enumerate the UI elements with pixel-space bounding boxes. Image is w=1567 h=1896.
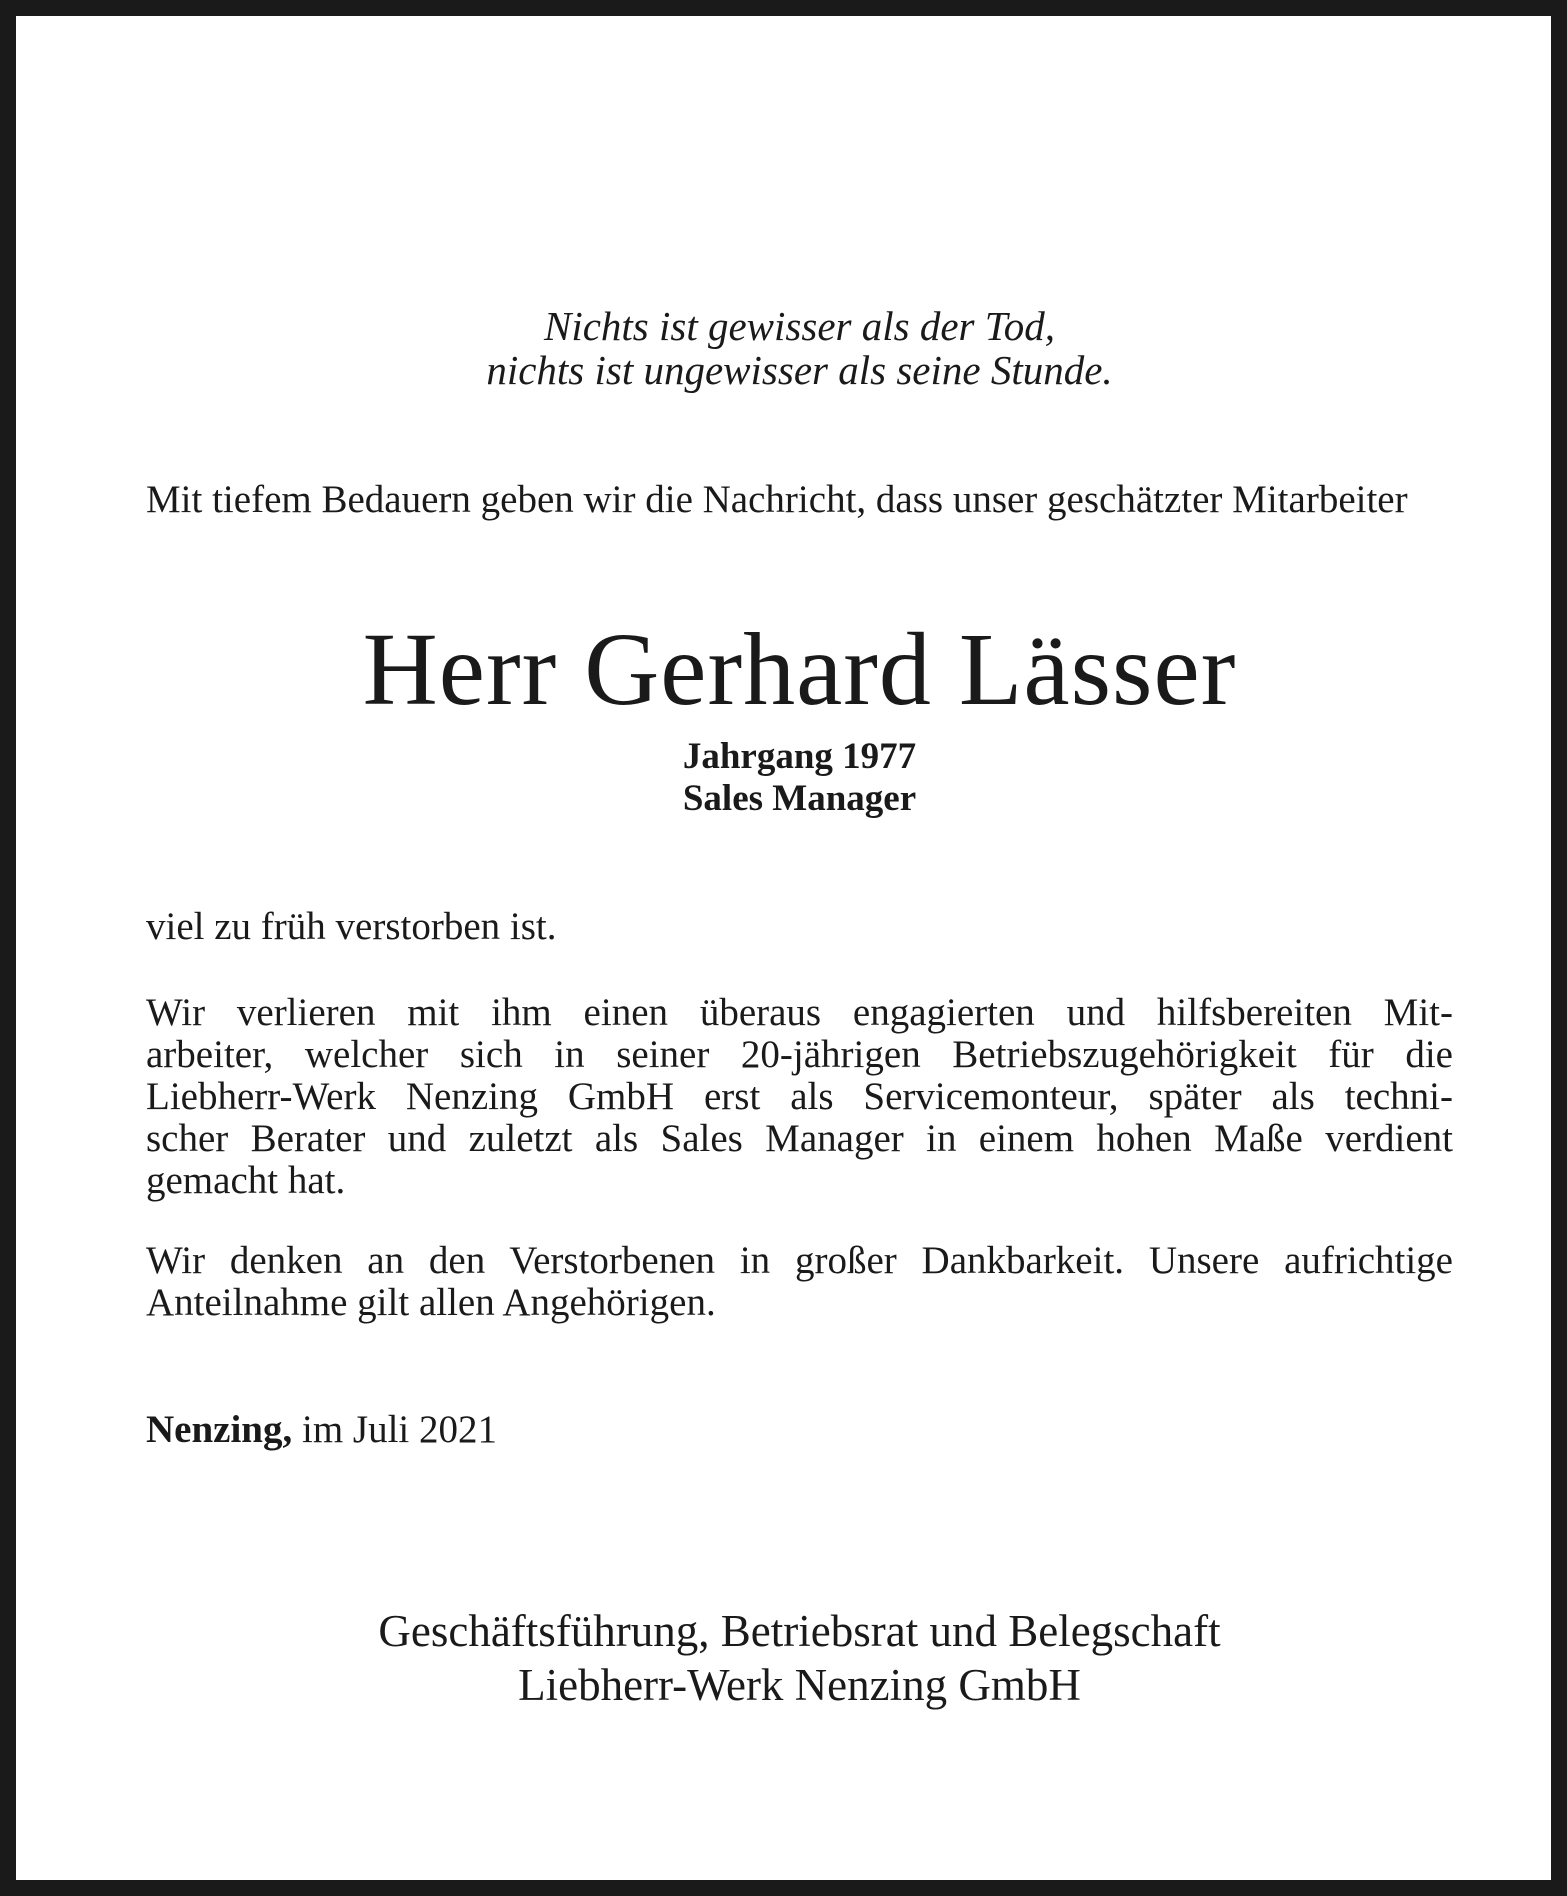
paragraph-3-line: Anteilnahme gilt allen Angehörigen.: [146, 1281, 716, 1324]
position: Sales Manager: [682, 778, 917, 819]
paragraph-2-line: scher Berater und zuletzt als Sales Manager in einem hohen Maße verdient: [146, 1117, 1453, 1160]
birth-year: Jahrgang 1977: [682, 736, 917, 777]
paragraph-1: viel zu früh verstorben ist.: [146, 905, 557, 948]
quote-line-1: Nichts ist gewisser als der Tod,: [543, 303, 1056, 349]
date: im Juli 2021: [292, 1408, 498, 1451]
intro-text: Mit tiefem Bedauern geben wir die Nachricht, dass unser geschätzter Mitarbeiter: [146, 478, 1408, 521]
paragraph-2: [146, 992, 1453, 1202]
quote-line-2: nichts ist ungewisser als seine Stunde.: [486, 347, 1113, 393]
signature-line-2: Liebherr-Werk Nenzing GmbH: [518, 1660, 1081, 1710]
paragraph-2-line: gemacht hat.: [146, 1159, 346, 1202]
signature-line-1: Geschäftsführung, Betriebsrat und Belegschaft: [378, 1606, 1221, 1656]
paragraph-2-line: arbeiter, welcher sich in seiner 20-jährigen Betriebszugehörigkeit für die: [146, 1033, 1453, 1076]
paragraph-3-line: Wir denken an den Verstorbenen in großer Dankbarkeit. Unsere aufrichtige: [146, 1239, 1453, 1282]
place-date: [146, 1408, 1453, 1452]
signature: [16, 1604, 1567, 1712]
paragraph-3: [146, 1240, 1453, 1324]
place: Nenzing,: [146, 1408, 293, 1451]
quote: [16, 304, 1567, 392]
deceased-details: [16, 736, 1567, 820]
paragraph-2-line: Wir verlieren mit ihm einen überaus engagierten und hilfsbereiten Mit-: [146, 991, 1453, 1034]
deceased-name: Herr Gerhard Lässer: [362, 612, 1237, 727]
paragraph-2-line: Liebherr-Werk Nenzing GmbH erst als Servicemonteur, später als techni-: [146, 1075, 1453, 1118]
